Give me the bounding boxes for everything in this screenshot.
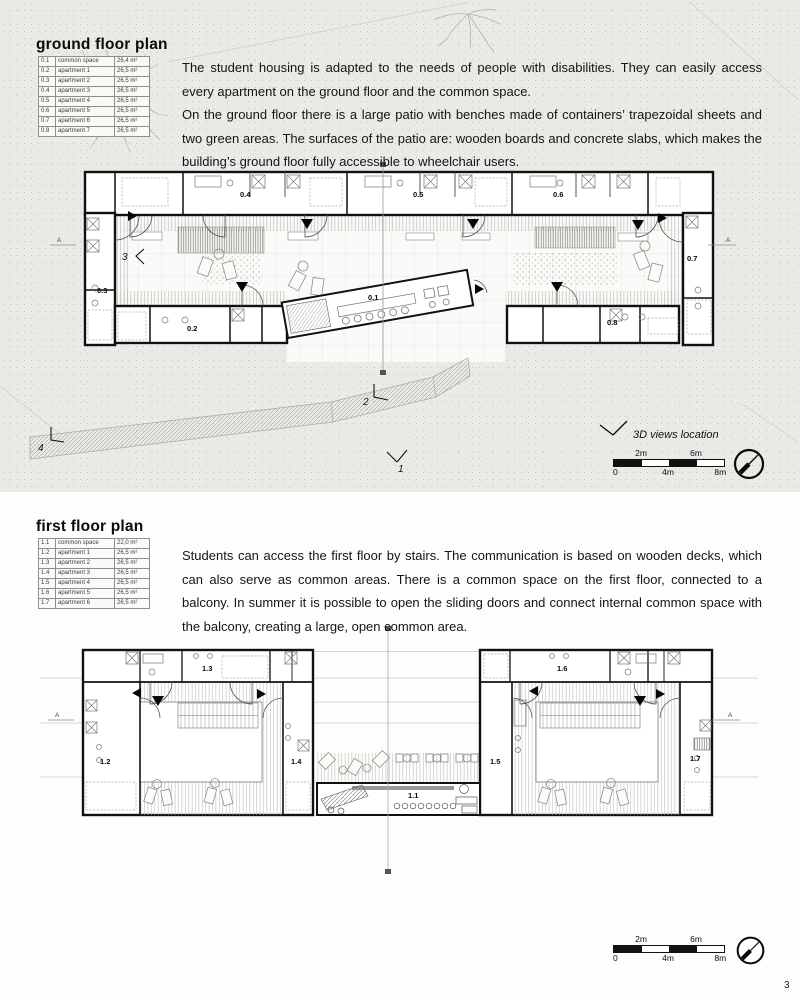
legend-name: apartment 2: [56, 559, 115, 569]
view-marker-4: 4: [38, 443, 44, 454]
legend-code: 0.6: [39, 107, 56, 117]
section-mark-a-left: A: [57, 237, 62, 244]
legend-name: apartment 5: [56, 589, 115, 599]
room-label: 1.4: [291, 757, 302, 766]
paragraph: The student housing is adapted to the needs of people with disabilities. They can easily access every apartment on the ground floor and the common space.: [182, 60, 762, 99]
legend-code: 0.8: [39, 127, 56, 137]
scale-tick: 8m: [714, 953, 727, 963]
legend-code: 1.1: [39, 539, 56, 549]
table-row: [39, 107, 150, 117]
table-row: [39, 559, 150, 569]
scale-bar: [613, 936, 725, 962]
legend-name: common space: [56, 57, 115, 67]
table-row: [39, 549, 150, 559]
legend-area: 26,5 m²: [115, 549, 150, 559]
green-area: [513, 252, 617, 285]
table-row: [39, 77, 150, 87]
legend-name: common space: [56, 539, 115, 549]
legend-area: 26,5 m²: [115, 117, 150, 127]
room-label: 0.5: [413, 190, 424, 199]
views-location-note: 3D views location: [633, 429, 719, 441]
legend-area: 26,5 m²: [115, 559, 150, 569]
table-row: [39, 569, 150, 579]
scale-tick: 0: [613, 467, 618, 477]
footpath: [30, 358, 470, 459]
view-marker-1: 1: [398, 464, 404, 475]
legend-code: 0.7: [39, 117, 56, 127]
room-label: 0.6: [553, 190, 564, 199]
room-label: 1.3: [202, 664, 213, 673]
legend-area: 26,4 m²: [115, 57, 150, 67]
ground-floor-description: [182, 56, 762, 174]
north-arrow-icon: [731, 446, 767, 482]
table-row: [39, 579, 150, 589]
bench: [535, 227, 615, 248]
view-marker-3: 3: [122, 252, 128, 263]
first-floor-right-block: [480, 650, 712, 815]
table-row: [39, 57, 150, 67]
first-floor-title: first floor plan: [36, 518, 144, 535]
scale-tick: 4m: [662, 467, 674, 477]
legend-code: 0.1: [39, 57, 56, 67]
legend-area: 26,5 m²: [115, 599, 150, 609]
section-mark-a-right: A: [728, 712, 733, 719]
legend-code: 1.3: [39, 559, 56, 569]
legend-name: apartment 4: [56, 579, 115, 589]
page-number: 3: [784, 980, 790, 991]
table-row: [39, 127, 150, 137]
legend-name: apartment 4: [56, 97, 115, 107]
table-row: [39, 87, 150, 97]
room-label: 0.4: [240, 190, 251, 199]
legend-code: 1.4: [39, 569, 56, 579]
scale-tick: 6m: [690, 934, 702, 944]
section-mark-a-left: A: [55, 712, 60, 719]
legend-name: apartment 6: [56, 599, 115, 609]
first-floor-plan-drawing: [0, 618, 800, 890]
legend-area: 26,5 m²: [115, 579, 150, 589]
legend-name: apartment 1: [56, 67, 115, 77]
room-label: 1.6: [557, 664, 568, 673]
scale-tick: 0: [613, 953, 618, 963]
table-row: [39, 589, 150, 599]
legend-code: 0.4: [39, 87, 56, 97]
legend-area: 22,0 m²: [115, 539, 150, 549]
legend-code: 1.6: [39, 589, 56, 599]
balcony-common-space: [317, 751, 480, 815]
first-floor-description: [182, 544, 762, 638]
legend-area: 26,5 m²: [115, 77, 150, 87]
scale-bar-strip: [613, 459, 725, 467]
legend-name: apartment 3: [56, 87, 115, 97]
scale-tick: 2m: [635, 448, 647, 458]
legend-name: apartment 6: [56, 117, 115, 127]
legend-area: 26,5 m²: [115, 589, 150, 599]
first-floor-left-block: [83, 650, 313, 815]
table-row: [39, 117, 150, 127]
legend-area: 26,5 m²: [115, 87, 150, 97]
legend-name: apartment 1: [56, 549, 115, 559]
paragraph: Students can access the first floor by stairs. The communication is based on wooden decks, which can also serve as common areas. There is a common space on the first floor, connected to a balcony. In summer it is possible to open the sliding doors and connect internal common space with the balcony, creating a large, open common area.: [182, 548, 762, 634]
legend-code: 1.2: [39, 549, 56, 559]
room-label: 0.1: [368, 293, 379, 302]
room-label: 0.3: [97, 286, 108, 295]
scale-tick: 4m: [662, 953, 674, 963]
tree-icon: [434, 10, 500, 53]
legend-code: 0.2: [39, 67, 56, 77]
scale-tick: 8m: [714, 467, 727, 477]
legend-area: 26,5 m²: [115, 107, 150, 117]
legend-area: 26,5 m²: [115, 569, 150, 579]
legend-name: apartment 7: [56, 127, 115, 137]
legend-name: apartment 2: [56, 77, 115, 87]
table-row: [39, 97, 150, 107]
table-row: [39, 67, 150, 77]
room-label: 1.7: [690, 754, 701, 763]
ground-floor-title: ground floor plan: [36, 36, 168, 53]
first-floor-legend: [38, 538, 150, 609]
scale-bar: [613, 450, 725, 476]
north-arrow-icon: [734, 934, 767, 967]
legend-area: 26,5 m²: [115, 127, 150, 137]
ground-floor-legend: [38, 56, 150, 137]
scale-bar-strip: [613, 945, 725, 953]
room-label: 0.8: [607, 318, 618, 327]
table-row: [39, 599, 150, 609]
legend-area: 26,5 m²: [115, 97, 150, 107]
legend-area: 26,5 m²: [115, 67, 150, 77]
legend-code: 1.7: [39, 599, 56, 609]
view-marker-2: 2: [363, 397, 369, 408]
legend-name: apartment 5: [56, 107, 115, 117]
scale-tick: 6m: [690, 448, 702, 458]
room-label: 0.7: [687, 254, 698, 263]
room-label: 0.2: [187, 324, 198, 333]
legend-code: 0.3: [39, 77, 56, 87]
legend-code: 0.5: [39, 97, 56, 107]
room-label: 1.2: [100, 757, 111, 766]
legend-name: apartment 3: [56, 569, 115, 579]
table-row: [39, 539, 150, 549]
section-mark-a-right: A: [726, 237, 731, 244]
scale-tick: 2m: [635, 934, 647, 944]
legend-code: 1.5: [39, 579, 56, 589]
paragraph: On the ground floor there is a large patio with benches made of containers’ trapezoidal sheets and two green areas. The surfaces of the patio are: wooden boards and concrete slabs, which makes the building’s ground floor fully accessible to wheelchair users.: [182, 107, 762, 169]
room-label: 1.5: [490, 757, 501, 766]
room-label: 1.1: [408, 791, 419, 800]
